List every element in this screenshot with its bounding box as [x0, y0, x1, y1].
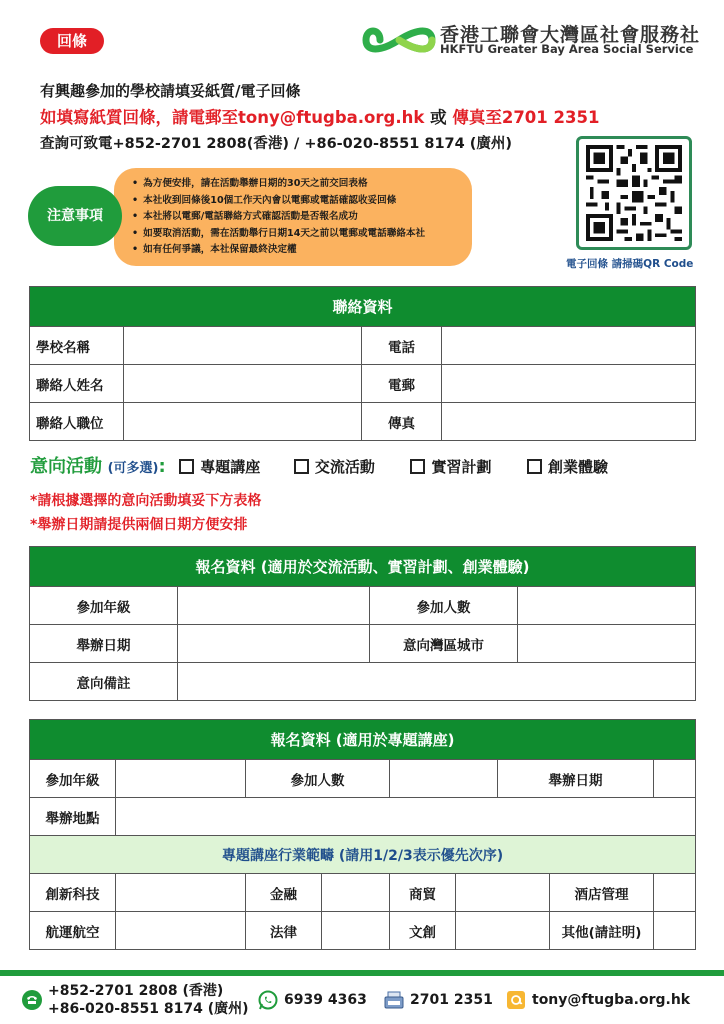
- option-label: 交流活動: [314, 458, 375, 476]
- participant-count-field[interactable]: [390, 760, 498, 798]
- phone-label: 電話: [362, 327, 442, 365]
- notice-box: [114, 168, 472, 266]
- grade-label: 參加年級: [30, 587, 178, 625]
- industry-label: 法律: [246, 912, 322, 950]
- industry-rank-field[interactable]: [456, 874, 550, 912]
- participant-count-label: 參加人數: [370, 587, 518, 625]
- registration-table-exchange: [29, 546, 696, 701]
- checkbox[interactable]: [179, 459, 194, 474]
- registration-exchange-header: 報名資料 (適用於交流活動、實習計劃、創業體驗): [30, 547, 696, 587]
- industry-label: 創新科技: [30, 874, 116, 912]
- industry-label: 金融: [246, 874, 322, 912]
- notice-item: • 本社將以電郵/電話聯絡方式確認活動是否報名成功: [132, 209, 460, 226]
- note-two-dates: *舉辦日期請提供兩個日期方便安排: [30, 517, 248, 533]
- email-instruction: 如填寫紙質回條，請電郵至tony@ftugba.org.hk: [40, 108, 425, 127]
- industry-rank-field[interactable]: [654, 912, 696, 950]
- intent-activities: [30, 452, 608, 478]
- qr-code-icon: [585, 145, 683, 241]
- contact-header: 聯絡資料: [30, 287, 696, 327]
- footer-phone-hk: +852-2701 2808 (香港): [48, 983, 224, 999]
- option-seminar[interactable]: [179, 456, 260, 477]
- contact-position-field[interactable]: [124, 403, 362, 441]
- intro-line-2: [40, 104, 599, 128]
- option-label: 專題講座: [200, 458, 261, 476]
- whatsapp-icon: [258, 990, 278, 1010]
- footer-phone-gz: +86-020-8551 8174 (廣州): [48, 1001, 249, 1017]
- logo-english-name: HKFTU Greater Bay Area Social Service: [440, 42, 694, 56]
- remark-label: 意向備註: [30, 663, 178, 701]
- footer-email-address: tony@ftugba.org.hk: [532, 992, 691, 1008]
- intro-line-1: 有興趣參加的學校請填妥紙質/電子回條: [40, 82, 301, 100]
- notice-item: • 本社收到回條後10個工作天內會以電郵或電話確認收妥回條: [132, 193, 460, 210]
- industry-label: 航運航空: [30, 912, 116, 950]
- qr-caption: 電子回條 請掃碼QR Code: [566, 258, 694, 270]
- footer-whatsapp[interactable]: [258, 990, 367, 1010]
- notice-badge: 注意事項: [28, 186, 122, 246]
- event-date-label: 舉辦日期: [30, 625, 178, 663]
- notice-item: • 如有任何爭議，本社保留最終決定權: [132, 242, 460, 259]
- checkbox[interactable]: [294, 459, 309, 474]
- industry-rank-field[interactable]: [116, 912, 246, 950]
- fax-instruction: 傳真至2701 2351: [452, 108, 600, 127]
- industry-rank-field[interactable]: [116, 874, 246, 912]
- grade-label: 參加年級: [30, 760, 116, 798]
- bay-area-city-label: 意向灣區城市: [370, 625, 518, 663]
- organization-logo: [362, 20, 702, 60]
- contact-table: [29, 286, 696, 441]
- reply-slip-tag: 回條: [40, 28, 104, 54]
- industry-label: 文創: [390, 912, 456, 950]
- email-icon: [506, 990, 526, 1010]
- notice-item: • 如要取消活動，需在活動舉行日期14天之前以電郵或電話聯絡本社: [132, 226, 460, 243]
- participant-count-field[interactable]: [518, 587, 696, 625]
- footer-fax[interactable]: [384, 990, 493, 1010]
- remark-field[interactable]: [178, 663, 696, 701]
- industry-label: 其他(請註明): [550, 912, 654, 950]
- event-date-field[interactable]: [178, 625, 370, 663]
- event-date-field[interactable]: [654, 760, 696, 798]
- industry-label: 商貿: [390, 874, 456, 912]
- logo-chinese-name: 香港工聯會大灣區社會服務社: [440, 24, 701, 46]
- option-exchange[interactable]: [294, 456, 375, 477]
- school-name-label: 學校名稱: [30, 327, 124, 365]
- fax-field[interactable]: [442, 403, 696, 441]
- industry-rank-field[interactable]: [322, 912, 390, 950]
- intent-title: 意向活動: [30, 456, 102, 477]
- school-name-field[interactable]: [124, 327, 362, 365]
- footer-contacts: [0, 980, 724, 1024]
- footer-whatsapp-number: 6939 4363: [284, 992, 367, 1008]
- grade-field[interactable]: [178, 587, 370, 625]
- industry-rank-field[interactable]: [456, 912, 550, 950]
- phone-field[interactable]: [442, 327, 696, 365]
- option-label: 實習計劃: [431, 458, 492, 476]
- option-entrepreneurship[interactable]: [527, 456, 608, 477]
- notice-item: • 為方便安排，請在活動舉辦日期的30天之前交回表格: [132, 176, 460, 193]
- or-text: 或: [424, 108, 453, 127]
- option-label: 創業體驗: [548, 458, 609, 476]
- venue-label: 舉辦地點: [30, 798, 116, 836]
- infinity-logo-icon: [362, 22, 436, 58]
- industry-label: 酒店管理: [550, 874, 654, 912]
- option-internship[interactable]: [410, 456, 491, 477]
- industry-sub-header: 專題講座行業範疇 (請用1/2/3表示優先次序): [30, 836, 696, 874]
- participant-count-label: 參加人數: [246, 760, 390, 798]
- footer-phone[interactable]: [22, 982, 249, 1018]
- industry-rank-field[interactable]: [322, 874, 390, 912]
- fax-icon: [384, 990, 404, 1010]
- bay-area-city-field[interactable]: [518, 625, 696, 663]
- phone-icon: [22, 990, 42, 1010]
- contact-position-label: 聯絡人職位: [30, 403, 124, 441]
- note-fill-form: *請根據選擇的意向活動填妥下方表格: [30, 493, 262, 509]
- intent-colon: :: [158, 456, 166, 477]
- registration-seminar-header: 報名資料 (適用於專題講座): [30, 720, 696, 760]
- industry-rank-field[interactable]: [654, 874, 696, 912]
- qr-code[interactable]: [576, 136, 692, 250]
- checkbox[interactable]: [527, 459, 542, 474]
- footer-email[interactable]: [506, 990, 690, 1010]
- fax-label: 傳真: [362, 403, 442, 441]
- email-label: 電郵: [362, 365, 442, 403]
- contact-person-label: 聯絡人姓名: [30, 365, 124, 403]
- checkbox[interactable]: [410, 459, 425, 474]
- contact-person-field[interactable]: [124, 365, 362, 403]
- enquiry-line: 查詢可致電+852-2701 2808(香港) / +86-020-8551 8174 (廣州): [40, 136, 513, 152]
- intent-multi-select-note: (可多選): [107, 461, 159, 476]
- footer-divider: [0, 970, 724, 976]
- event-date-label: 舉辦日期: [498, 760, 654, 798]
- email-field[interactable]: [442, 365, 696, 403]
- grade-field[interactable]: [116, 760, 246, 798]
- footer-fax-number: 2701 2351: [410, 992, 493, 1008]
- registration-table-seminar: [29, 719, 696, 950]
- venue-field[interactable]: [116, 798, 696, 836]
